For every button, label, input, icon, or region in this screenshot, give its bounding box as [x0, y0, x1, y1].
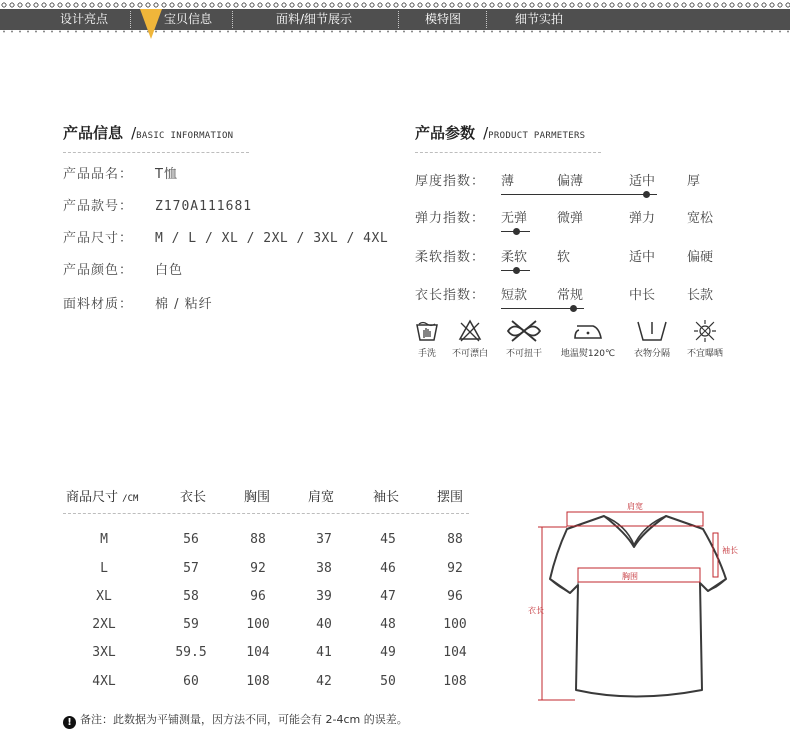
- size-cell-value: 96: [447, 589, 463, 604]
- size-cell-value: 37: [316, 532, 332, 547]
- info-label: 产品颜色：: [63, 263, 134, 278]
- tshirt-measure-diagram: [520, 495, 750, 710]
- size-cell-value: 42: [316, 674, 332, 689]
- size-cell-value: 39: [316, 589, 332, 604]
- param-option: 适中: [629, 250, 656, 265]
- product-info-divider: [63, 152, 249, 153]
- product-info-subtitle: BASIC INFORMATION: [136, 131, 234, 141]
- care-label: 不可漂白: [451, 349, 488, 359]
- size-cell-value: 38: [316, 561, 332, 576]
- info-value: T恤: [155, 167, 178, 182]
- param-option: 厚: [687, 174, 701, 189]
- param-selected-dot: [570, 305, 577, 312]
- size-cell-value: 48: [380, 617, 396, 632]
- size-cell-value: 41: [316, 645, 332, 660]
- size-cell-value: 45: [380, 532, 396, 547]
- size-cell-value: 59.5: [175, 645, 207, 660]
- param-option: 弹力: [629, 211, 656, 226]
- size-cell-value: 50: [380, 674, 396, 689]
- care-item: [624, 318, 680, 359]
- param-row: [415, 207, 725, 229]
- param-selected-dot: [513, 228, 520, 235]
- product-params-divider: [415, 152, 601, 153]
- param-label: 柔软指数：: [415, 250, 486, 265]
- tshirt-outline-icon: [550, 516, 726, 697]
- param-option: 偏薄: [557, 174, 584, 189]
- size-cell-value: 40: [316, 617, 332, 632]
- no-sun-icon: [680, 318, 730, 344]
- param-selected-dot: [513, 267, 520, 274]
- size-cell-label: 3XL: [92, 645, 116, 660]
- param-option: 软: [557, 250, 571, 265]
- product-info-header: [63, 122, 233, 143]
- care-label: 地温熨120℃: [560, 349, 616, 359]
- nav-chain-border: [0, 2, 790, 8]
- nav-separator: [130, 11, 131, 28]
- shoulder-measure-box: [567, 512, 703, 526]
- care-label: 不可扭干: [505, 349, 542, 359]
- size-cell-value: 49: [380, 645, 396, 660]
- warning-icon: !: [63, 716, 76, 729]
- param-scale-line: [501, 194, 657, 195]
- size-header-size: 商品尺寸 /CM: [66, 490, 139, 505]
- chest-label: 胸围: [622, 572, 638, 581]
- param-label: 厚度指数：: [415, 174, 486, 189]
- nav-item-fabric-detail[interactable]: 面料/细节展示: [275, 12, 353, 26]
- size-cell-value: 92: [250, 561, 266, 576]
- nav-dotted-border: [0, 30, 790, 33]
- info-label: 产品品名：: [63, 167, 134, 182]
- product-info-slash: /: [131, 124, 137, 142]
- param-selected-dot: [643, 191, 650, 198]
- param-option: 薄: [501, 174, 515, 189]
- param-option: 微弹: [557, 211, 584, 226]
- param-label: 衣长指数：: [415, 288, 486, 303]
- size-cell-value: 59: [183, 617, 199, 632]
- nav-separator: [486, 11, 487, 28]
- nav-item-design[interactable]: 设计亮点: [59, 12, 108, 26]
- iron-icon: [553, 318, 623, 344]
- care-item: [412, 318, 442, 359]
- care-item: [680, 318, 730, 359]
- info-value: Z170A111681: [155, 199, 253, 214]
- no-wring-icon: [500, 318, 548, 344]
- info-row-sizes: [63, 229, 388, 249]
- size-cell-value: 104: [246, 645, 270, 660]
- nav-separator: [232, 11, 233, 28]
- size-cell-value: 96: [250, 589, 266, 604]
- nav-item-model[interactable]: 模特图: [424, 12, 461, 26]
- nav-item-detail-photos[interactable]: 细节实拍: [514, 12, 563, 26]
- info-value: M / L / XL / 2XL / 3XL / 4XL: [155, 231, 389, 246]
- size-cell-value: 46: [380, 561, 396, 576]
- param-label: 弹力指数：: [415, 211, 486, 226]
- info-row-material: [63, 295, 213, 315]
- info-row-color: [63, 261, 183, 281]
- size-header-shoulder: 肩宽: [308, 490, 335, 505]
- param-row: [415, 284, 725, 306]
- nav-separator: [398, 11, 399, 28]
- param-option: 无弹: [501, 211, 528, 226]
- size-cell-value: 104: [443, 645, 467, 660]
- param-option: 中长: [629, 288, 656, 303]
- size-table-divider: [63, 513, 469, 514]
- size-cell-value: 108: [246, 674, 270, 689]
- size-header-sleeve: 袖长: [373, 490, 400, 505]
- size-cell-value: 92: [447, 561, 463, 576]
- info-value: 棉 / 粘纤: [155, 297, 213, 312]
- info-row-name: [63, 165, 178, 185]
- param-option: 长款: [687, 288, 714, 303]
- chest-measure-box: [578, 568, 700, 582]
- product-info-title: 产品信息: [63, 124, 124, 142]
- no-bleach-icon: [446, 318, 494, 344]
- param-option: 偏硬: [687, 250, 714, 265]
- size-cell-value: 47: [380, 589, 396, 604]
- note-text: 备注：此数据为平铺测量，因方法不同，可能会有 2-4cm 的误差。: [80, 713, 408, 726]
- info-label: 产品款号：: [63, 199, 134, 214]
- size-cell-value: 108: [443, 674, 467, 689]
- sleeve-label: 袖长: [722, 546, 738, 555]
- product-params-title: 产品参数: [415, 124, 476, 142]
- care-label: 手洗: [417, 349, 436, 359]
- size-cell-value: 100: [443, 617, 467, 632]
- separate-wash-icon: [624, 318, 680, 344]
- info-value: 白色: [155, 263, 184, 278]
- product-params-header: [415, 122, 585, 143]
- hand-wash-icon: [412, 318, 442, 344]
- care-item: [500, 318, 548, 359]
- info-label: 产品尺寸：: [63, 231, 134, 246]
- size-cell-label: 2XL: [92, 617, 116, 632]
- size-cell-value: 57: [183, 561, 199, 576]
- care-label: 不宜曝晒: [686, 349, 723, 359]
- size-cell-value: 56: [183, 532, 199, 547]
- product-params-subtitle: PRODUCT PARMETERS: [488, 131, 586, 141]
- info-label: 面料材质：: [63, 297, 134, 312]
- param-option: 宽松: [687, 211, 714, 226]
- param-option: 短款: [501, 288, 528, 303]
- size-cell-value: 100: [246, 617, 270, 632]
- size-header-chest: 胸围: [244, 490, 271, 505]
- measurement-note: [63, 711, 408, 729]
- care-label: 衣物分隔: [633, 349, 670, 359]
- size-cell-value: 60: [183, 674, 199, 689]
- param-row: [415, 246, 725, 268]
- size-cell-label: XL: [96, 589, 112, 604]
- size-cell-value: 88: [250, 532, 266, 547]
- care-item: [446, 318, 494, 359]
- length-label: 衣长: [528, 606, 544, 615]
- size-cell-label: 4XL: [92, 674, 116, 689]
- param-option: 柔软: [501, 250, 528, 265]
- nav-item-product-info[interactable]: 宝贝信息: [163, 12, 212, 26]
- size-cell-label: L: [100, 561, 108, 576]
- shoulder-label: 肩宽: [627, 502, 643, 511]
- size-cell-value: 58: [183, 589, 199, 604]
- param-option: 常规: [557, 288, 584, 303]
- info-row-sku: [63, 197, 252, 217]
- size-header-length: 衣长: [180, 490, 207, 505]
- product-params-slash: /: [483, 124, 489, 142]
- size-cell-value: 88: [447, 532, 463, 547]
- size-header-hem: 摆围: [437, 490, 464, 505]
- param-row: [415, 170, 725, 192]
- care-item: [553, 318, 623, 359]
- size-cell-label: M: [100, 532, 108, 547]
- param-option: 适中: [629, 174, 656, 189]
